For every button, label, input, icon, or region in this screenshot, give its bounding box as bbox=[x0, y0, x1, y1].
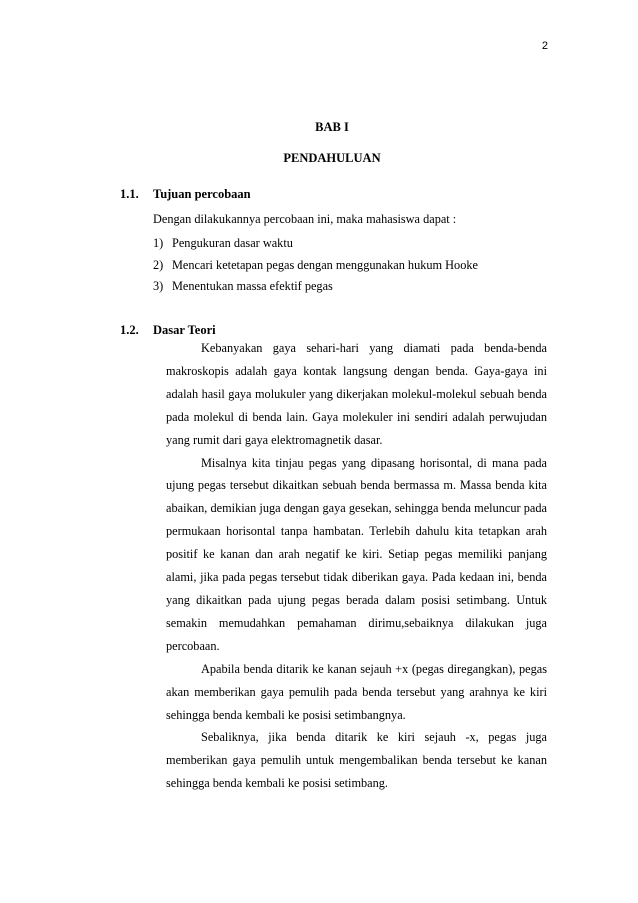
section-number: 1.2. bbox=[120, 323, 139, 337]
section-title: Tujuan percobaan bbox=[153, 187, 251, 201]
list-item-text: Mencari ketetapan pegas dengan menggunakan hukum Hooke bbox=[172, 258, 478, 272]
chapter-number: BAB I bbox=[315, 120, 349, 134]
section-number: 1.1. bbox=[120, 187, 139, 201]
list-item bbox=[153, 236, 293, 251]
paragraph: Sebaliknya, jika benda ditarik ke kiri sejauh -x, pegas juga memberikan gaya pemulih untuk mengembalikan benda tersebut ke kanan sehingga benda kembali ke posisi setimbang. bbox=[166, 730, 547, 791]
section-heading-tujuan bbox=[120, 187, 251, 202]
list-item-text: Menentukan massa efektif pegas bbox=[172, 279, 333, 293]
list-item bbox=[153, 258, 478, 273]
list-marker: 1) bbox=[153, 236, 164, 250]
page-number: 2 bbox=[541, 40, 548, 52]
section-heading-dasar-teori bbox=[120, 323, 216, 338]
list-marker: 2) bbox=[153, 258, 164, 272]
paragraph: Misalnya kita tinjau pegas yang dipasang horisontal, di mana pada ujung pegas tersebut dikaitkan sebuah benda bermassa m. Massa benda kita abaikan, demikian juga dengan gaya gesekan, sehingga benda meluncur pada permukaan horisontal tanpa hambatan. Terlebih dahulu kita tetapkan arah positif ke kanan dan arah negatif ke kiri. Setiap pegas memiliki panjang alami, jika pada pegas tersebut tidak diberikan gaya. Pada kedaan ini, benda yang dikaitkan pada ujung pegas berada dalam posisi setimbang. Untuk semakin memudahkan pemahaman dirimu,sebaiknya dilakukan juga percobaan. bbox=[166, 455, 547, 653]
theory-body bbox=[166, 337, 547, 795]
chapter-title: PENDAHULUAN bbox=[283, 151, 381, 165]
section-title: Dasar Teori bbox=[153, 323, 216, 337]
paragraph: Apabila benda ditarik ke kanan sejauh +x (pegas diregangkan), pegas akan memberikan gaya pemulih pada benda tersebut yang arahnya ke kiri sehingga benda kembali ke posisi setimbangnya. bbox=[166, 661, 547, 722]
list-marker: 3) bbox=[153, 279, 164, 293]
list-item bbox=[153, 279, 333, 294]
paragraph: Kebanyakan gaya sehari-hari yang diamati pada benda-benda makroskopis adalah gaya kontak langsung dengan benda. Gaya-gaya ini adalah hasil gaya molukuler yang dikerjakan molekul-molekul sebuah benda pada molekul di benda lain. Gaya molekuler ini sendiri adalah perwujudan yang rumit dari gaya elektromagnetik dasar. bbox=[166, 341, 547, 447]
list-item-text: Pengukuran dasar waktu bbox=[172, 236, 293, 250]
section-intro: Dengan dilakukannya percobaan ini, maka mahasiswa dapat : bbox=[153, 212, 457, 226]
